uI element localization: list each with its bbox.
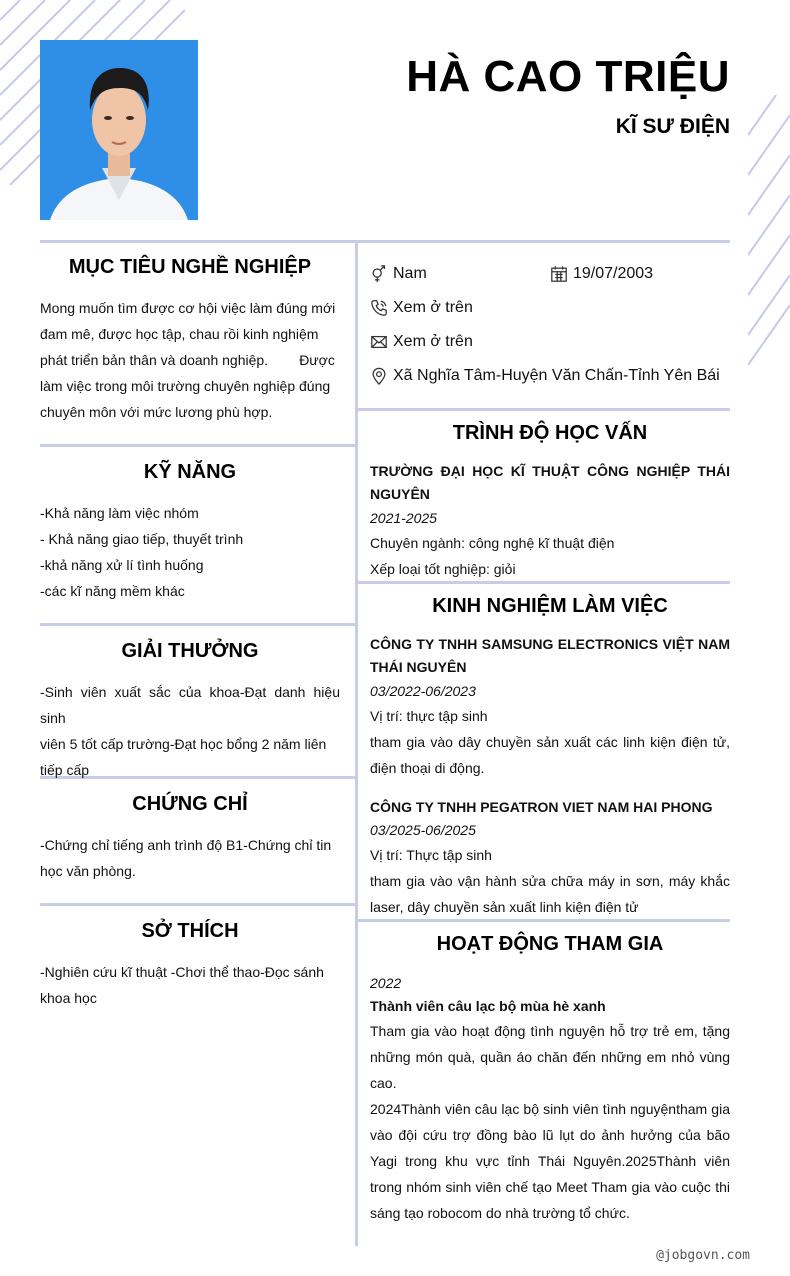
job-description-line: tham gia vào dây chuyền sản xuất các linh kiện điện tử,: [370, 734, 730, 750]
divider-top: [40, 240, 730, 243]
email-row: [370, 333, 473, 351]
activity-line: cao.: [370, 1075, 397, 1091]
gender-icon: [370, 265, 388, 283]
education-grade: Xếp loại tốt nghiệp: giỏi: [370, 561, 516, 577]
job-company-line: CÔNG TY TNHH SAMSUNG ELECTRONICS VIỆT NAM: [370, 636, 730, 652]
skill-item: -khả năng xử lí tình huống: [40, 557, 204, 573]
objective-line: làm việc trong môi trường chuyên nghiệp đúng: [40, 378, 331, 394]
skill-item: - Khả năng giao tiếp, thuyết trình: [40, 531, 244, 547]
decorative-stripes-right: [748, 95, 790, 370]
email-value: Xem ở trên: [393, 333, 473, 350]
objective-text: [40, 295, 340, 425]
activity-line: Tham gia vào hoạt động tình nguyện hỗ trợ trẻ em, tặng: [370, 1023, 730, 1039]
hobbies-line: khoa học: [40, 990, 97, 1006]
divider-vertical: [355, 240, 358, 1246]
certificates-line: học văn phòng.: [40, 863, 136, 879]
phone-value: Xem ở trên: [393, 299, 473, 316]
activities-heading: HOẠT ĐỘNG THAM GIA: [436, 933, 664, 955]
job-period: 03/2022-06/2023: [370, 683, 476, 699]
footer-credit: @jobgovn.com: [656, 1248, 750, 1263]
hobbies-heading: SỞ THÍCH: [141, 920, 239, 942]
objective-line: Mong muốn tìm được cơ hội việc làm đúng mới: [40, 300, 336, 316]
job-description: [370, 868, 730, 920]
awards-line: -Sinh viên xuất sắc của khoa-Đạt danh hiệu sinh: [40, 684, 340, 726]
education-period: 2021-2025: [370, 510, 437, 526]
activity-line: vào đội cứu trợ đồng bào lũ lụt do ảnh hưởng của bão: [370, 1127, 730, 1143]
location-pin-icon: [370, 367, 388, 385]
divider-left-1: [40, 444, 356, 447]
gender-row: [370, 265, 427, 283]
education-major: Chuyên ngành: công nghệ kĩ thuật điện: [370, 535, 615, 551]
activity-title: Thành viên câu lạc bộ mùa hè xanh: [370, 998, 606, 1014]
activity-line: trong nhóm sinh viên chế tạo Meet Tham gia vào cuộc thi: [370, 1179, 730, 1195]
skills-list: [40, 500, 340, 604]
divider-right-1: [356, 408, 730, 411]
phone-icon: [370, 299, 388, 317]
job-description: [370, 729, 730, 781]
hobbies-line: -Nghiên cứu kĩ thuật -Chơi thể thao-Đọc sánh: [40, 964, 324, 980]
awards-line: viên 5 tốt cấp trường-Đạt học bổng 2 năm liên: [40, 736, 327, 752]
activity-line: sáng tạo robocom do nhà trường tổ chức.: [370, 1205, 630, 1221]
email-icon: [370, 333, 388, 351]
skill-item: -Khả năng làm việc nhóm: [40, 505, 199, 521]
divider-left-2: [40, 623, 356, 626]
awards-text: [40, 679, 340, 783]
education-heading: TRÌNH ĐỘ HỌC VẤN: [452, 422, 648, 444]
objective-line: chuyên môn với mức lương phù hợp.: [40, 404, 273, 420]
gender-value: Nam: [393, 265, 427, 282]
school-name-line-1: TRƯỜNG ĐẠI HỌC KĨ THUẬT CÔNG NGHIỆP THÁI: [370, 463, 730, 479]
awards-heading: GIẢI THƯỞNG: [121, 640, 259, 662]
birthdate-row: [550, 265, 653, 283]
experience-heading: KINH NGHIỆM LÀM VIỆC: [432, 595, 668, 617]
certificates-line: -Chứng chỉ tiếng anh trình độ B1-Chứng chỉ tin: [40, 837, 332, 853]
job-period: 03/2025-06/2025: [370, 822, 476, 838]
address-row: [370, 367, 720, 385]
skill-item: -các kĩ năng mềm khác: [40, 583, 185, 599]
activity-year: 2022: [370, 975, 402, 991]
profile-photo: [40, 40, 198, 220]
job-company-line: CÔNG TY TNHH PEGATRON VIET NAM HAI PHONG: [370, 799, 713, 815]
objective-heading: MỤC TIÊU NGHỀ NGHIỆP: [68, 256, 312, 278]
job-company-line: THÁI NGUYÊN: [370, 659, 467, 675]
objective-line: phát triển bản thân và doanh nghiệp. Được: [40, 352, 335, 368]
birthdate-value: 19/07/2003: [573, 265, 654, 282]
divider-left-4: [40, 903, 356, 906]
calendar-icon: [550, 265, 568, 283]
awards-line: tiếp cấp: [40, 762, 90, 778]
job-description-line: tham gia vào vận hành sửa chữa máy in sơn, máy khắc: [370, 873, 730, 889]
job-position: Vị trí: Thực tập sinh: [370, 847, 492, 863]
phone-row: [370, 299, 473, 317]
certificates-heading: CHỨNG CHỈ: [132, 793, 248, 815]
job-position: Vị trí: thực tập sinh: [370, 708, 488, 724]
candidate-name: HÀ CAO TRIỆU: [406, 52, 730, 101]
activity-description: [370, 1018, 730, 1226]
skills-heading: KỸ NĂNG: [143, 461, 237, 483]
address-value: Xã Nghĩa Tâm-Huyện Văn Chấn-Tỉnh Yên Bái: [393, 367, 720, 384]
activity-line: 2024Thành viên câu lạc bộ sinh viên tình nguyệntham gia: [370, 1101, 730, 1117]
objective-line: đam mê, được học tập, chau rồi kinh nghiệm: [40, 326, 319, 342]
certificates-text: [40, 832, 340, 884]
job-description-line: điện thoại di động.: [370, 760, 485, 776]
school-name-line-2: NGUYÊN: [370, 486, 430, 502]
job-description-line: laser, dây chuyền sản xuất linh kiện điện tử: [370, 899, 639, 915]
hobbies-text: [40, 959, 340, 1011]
job-title: KĨ SƯ ĐIỆN: [615, 115, 730, 138]
activity-line: những món quà, quần áo chăn đến những em nhỏ vùng: [370, 1049, 730, 1065]
activity-line: Yagi trong khu vực tỉnh Thái Nguyên.2025Thành viên: [370, 1153, 730, 1169]
